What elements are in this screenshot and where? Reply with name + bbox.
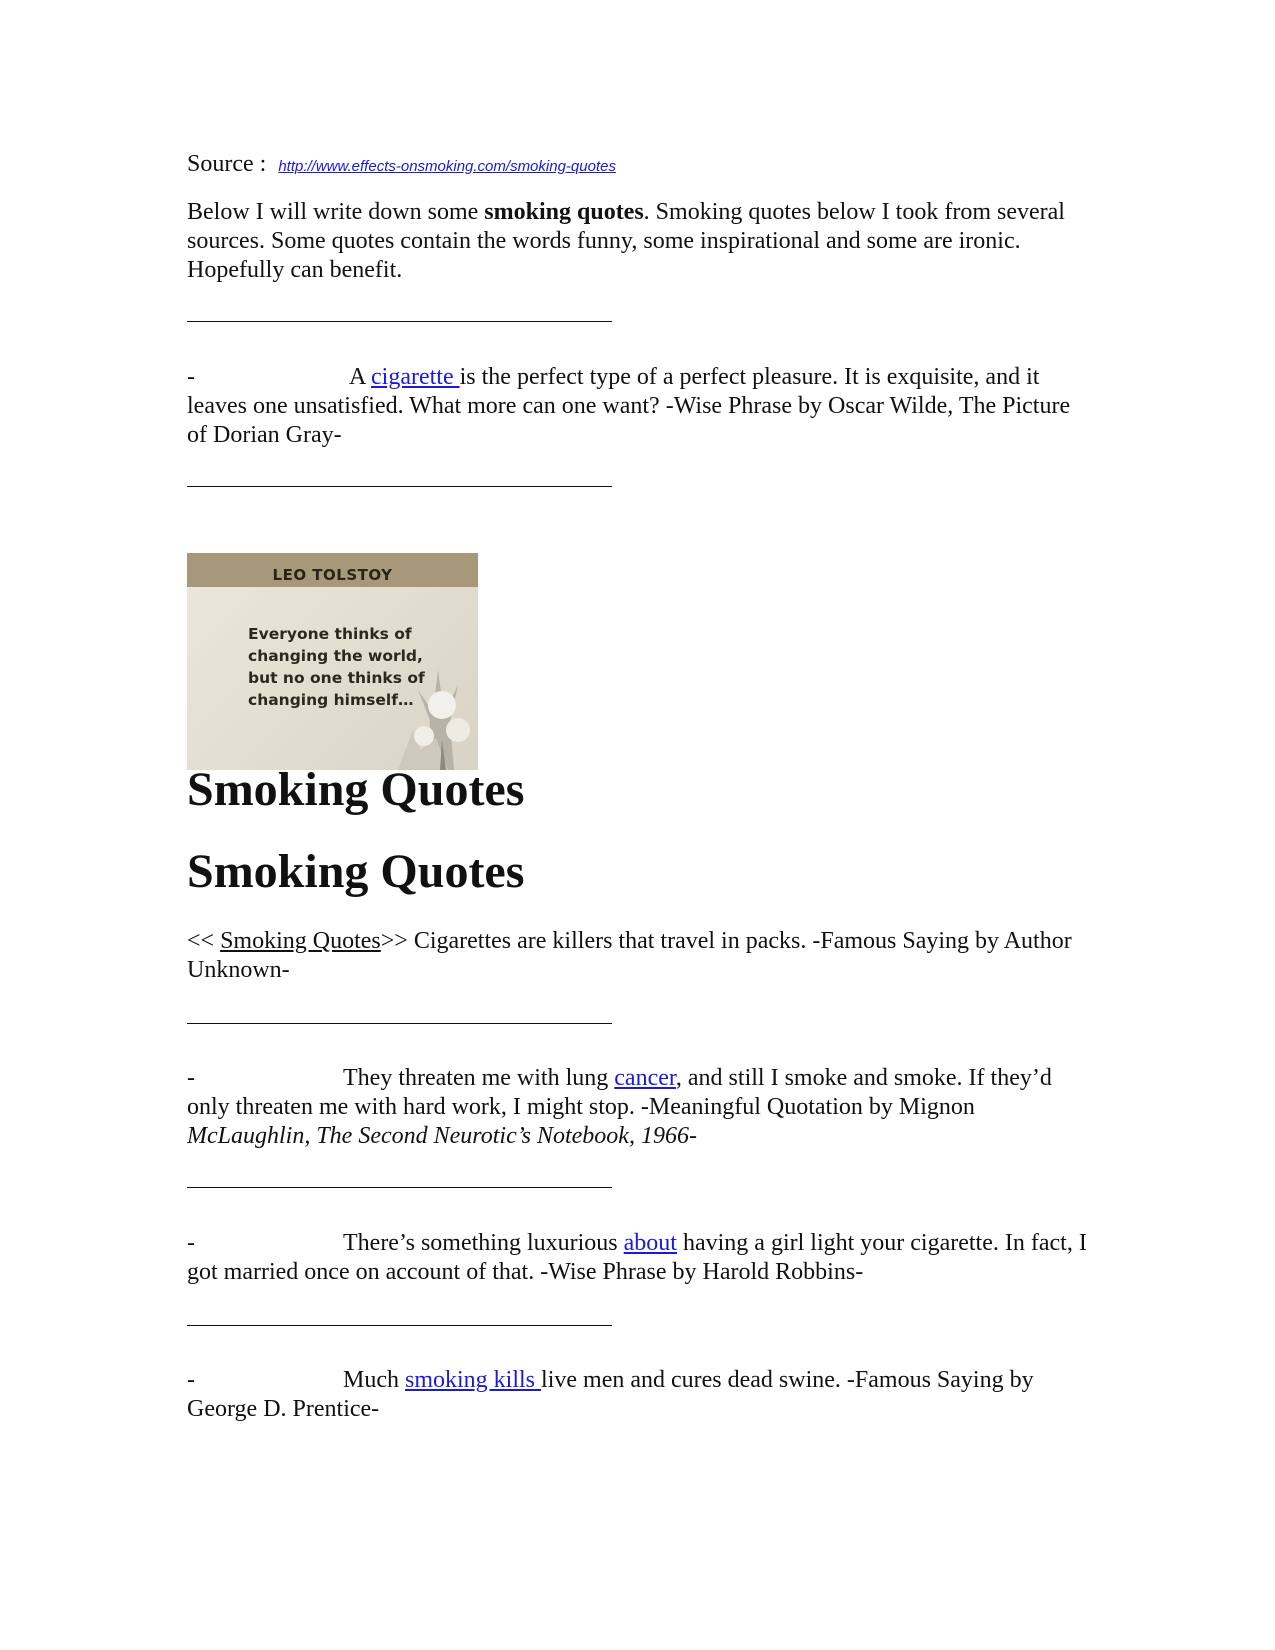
snowy-tree-icon [358, 650, 478, 770]
intro-bold-phrase: smoking quotes [484, 199, 644, 225]
quote-open-marks: << [187, 928, 221, 954]
separator-rule [187, 1187, 612, 1188]
intro-paragraph [187, 198, 1087, 285]
cigarette-link[interactable]: cigarette [371, 364, 460, 390]
quote-text: A [349, 364, 372, 390]
quote-paragraph-mclaughlin [187, 1064, 1087, 1151]
source-url-link[interactable]: http://www.effects-onsmoking.com/smoking-quotes [278, 158, 616, 175]
smoking-quotes-link[interactable]: Smoking Quotes [220, 928, 381, 954]
quote-text: is the perfect type of a perfect pleasure. It is exquisite, and it leaves one unsatisfied. What more can one want? -Wise Phrase by Oscar Wilde, The Picture of Dorian Gray- [187, 364, 1071, 448]
quote-source-italic: McLaughlin, The Second Neurotic’s Notebook, 1966- [187, 1123, 697, 1149]
about-link[interactable]: about [623, 1230, 677, 1256]
image-title: LEO TOLSTOY [272, 566, 393, 584]
quote-text: Much [343, 1367, 405, 1393]
intro-text-end: . Smoking quotes below I took from several sources. Some quotes contain the words funny, some inspirational and some are ironic. Hopefully can benefit. [187, 199, 1065, 283]
cancer-link[interactable]: cancer [614, 1065, 676, 1091]
source-label: Source : [187, 151, 267, 177]
quote-text: live men and cures dead swine. -Famous Saying by George D. Prentice- [187, 1367, 1034, 1422]
page-heading-2: Smoking Quotes [187, 845, 525, 898]
quote-paragraph-wilde [187, 363, 1087, 450]
separator-rule [187, 1325, 612, 1326]
tolstoy-quote-image [187, 553, 478, 770]
quote-text: >> Cigarettes are killers that travel in packs. -Famous Saying by Author Unknown- [187, 928, 1072, 983]
intro-text-start: Below I will write down some [187, 199, 485, 225]
quote-text: They threaten me with lung [343, 1065, 615, 1091]
separator-rule [187, 1023, 612, 1024]
smoking-kills-link[interactable]: smoking kills [405, 1367, 542, 1393]
quote-paragraph-robbins [187, 1229, 1087, 1287]
quote-paragraph-packs [187, 927, 1087, 985]
quote-text: , and still I smoke and smoke. If they’d only threaten me with hard work, I might stop. -Meaningful Quotation by Mignon [187, 1065, 1052, 1120]
separator-rule [187, 486, 612, 487]
image-quote-text: Everyone thinks of changing the world, but no one thinks of changing himself… [248, 625, 425, 709]
list-dash: - [187, 364, 195, 390]
list-dash: - [187, 1065, 195, 1091]
source-line [187, 150, 616, 181]
list-dash: - [187, 1367, 195, 1393]
quote-paragraph-prentice [187, 1366, 1087, 1424]
quote-text: There’s something luxurious [343, 1230, 624, 1256]
quote-text: having a girl light your cigarette. In fact, I got married once on account of that. -Wise Phrase by Harold Robbins- [187, 1230, 1087, 1285]
separator-rule [187, 321, 612, 322]
list-dash: - [187, 1230, 195, 1256]
page-heading-1: Smoking Quotes [187, 763, 525, 816]
